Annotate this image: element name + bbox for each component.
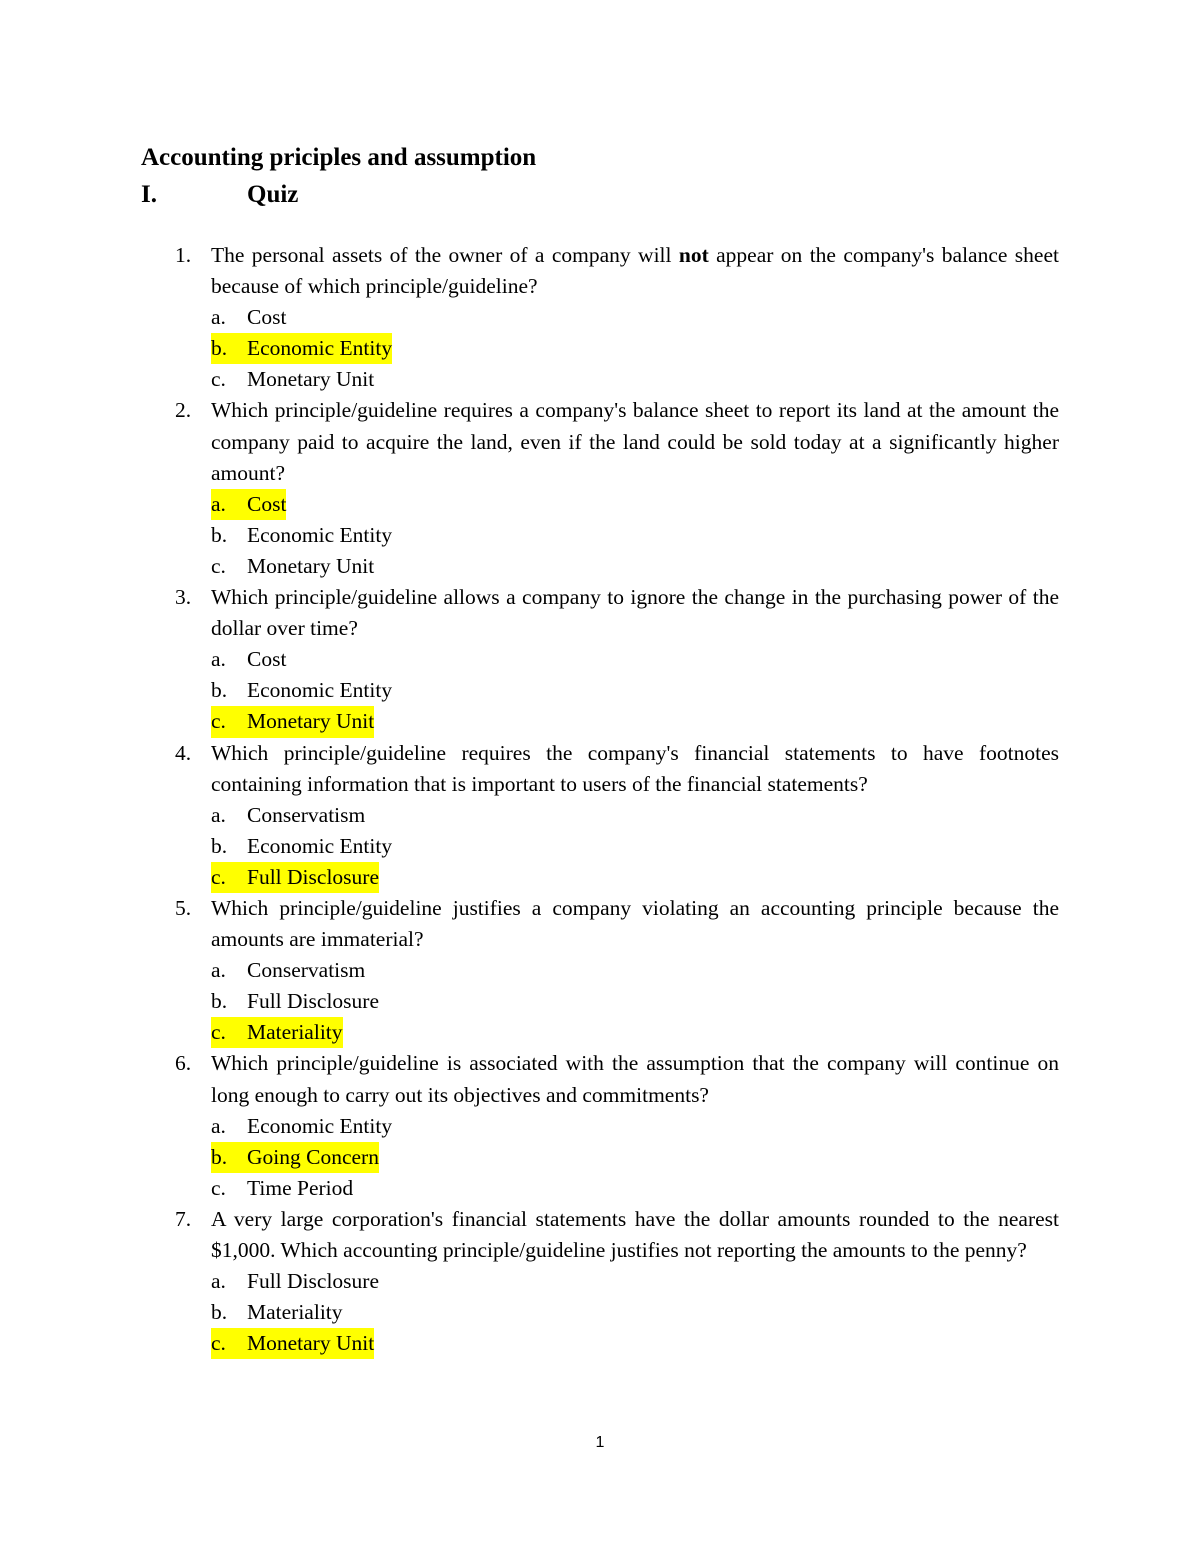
page-number: 1 [595,1434,605,1451]
question-text-emphasis: not [678,243,709,267]
option-content [211,333,392,364]
option-letter: b. [211,336,228,361]
option-content [211,1297,343,1328]
option-letter: a. [211,1113,226,1138]
option-text: Monetary Unit [247,1331,375,1356]
option-content [211,800,365,831]
option-letter: a. [211,802,226,827]
option-letter: c. [211,553,226,578]
option-content [211,1017,343,1048]
option-content [211,955,365,986]
answer-option-highlighted [211,1017,1059,1048]
option-text: Full Disclosure [247,989,379,1014]
option-letter: c. [211,864,226,889]
option-list [211,644,1059,737]
section-heading [141,177,298,213]
question-number: 7. [175,1206,192,1231]
question-item [141,893,1059,1048]
question-number: 4. [175,740,192,765]
option-letter: c. [211,1175,226,1200]
option-letter: b. [211,989,228,1014]
option-list [211,302,1059,395]
question-text [211,1204,1059,1266]
option-list [211,489,1059,582]
option-text: Going Concern [247,1144,379,1169]
answer-option [211,1173,1059,1204]
question-number: 2. [175,398,192,423]
question-text [211,395,1059,488]
section-number: I. [141,181,157,208]
option-letter: a. [211,647,226,672]
option-content [211,302,286,333]
option-letter: a. [211,305,226,330]
question-item [141,395,1059,582]
question-text-part: Which principle/guideline justifies a company violating an accounting principle because the amounts are immaterial? [211,895,1059,952]
answer-option [211,986,1059,1017]
question-text [211,893,1059,955]
option-letter: a. [211,1269,226,1294]
option-content [211,706,374,737]
option-text: Cost [247,305,287,330]
option-letter: b. [211,833,228,858]
question-number: 1. [175,243,192,267]
option-content [211,862,379,893]
option-letter: a. [211,491,226,516]
option-text: Economic Entity [247,336,393,361]
question-number: 6. [175,1051,192,1076]
answer-option [211,831,1059,862]
option-content [211,1111,392,1142]
question-text-part: The personal assets of the owner of a company will [211,243,679,267]
question-item [141,1048,1059,1203]
question-text-part: appear on the company's balance sheet because of which principle/guideline? [211,243,1059,299]
answer-option-highlighted [211,1328,1059,1359]
option-letter: c. [211,367,226,392]
question-text-part: Which principle/guideline requires a company's balance sheet to report its land at the amount the company paid to acquire the land, even if the land could be sold today at a significantly higher amount? [211,398,1059,485]
option-text: Cost [247,491,287,516]
question-item [141,738,1059,893]
option-letter: b. [211,522,228,547]
option-content [211,520,392,551]
answer-option-highlighted [211,333,1059,364]
option-content [211,489,286,520]
option-text: Full Disclosure [247,1269,379,1294]
option-letter: b. [211,1144,228,1169]
answer-option [211,1297,1059,1328]
option-text: Economic Entity [247,522,393,547]
option-content [211,1142,379,1173]
question-text [211,738,1059,800]
question-item [141,582,1059,737]
option-text: Monetary Unit [247,709,375,734]
option-list [211,1111,1059,1204]
answer-option [211,1266,1059,1297]
option-text: Materiality [247,1020,343,1045]
question-text [211,582,1059,644]
question-text-part: Which principle/guideline is associated with the assumption that the company will continue on long enough to carry out its objectives and commitments? [211,1051,1059,1107]
answer-option-highlighted [211,862,1059,893]
option-content [211,551,374,582]
option-content [211,986,379,1017]
option-letter: b. [211,678,228,703]
option-content [211,364,374,395]
option-list [211,1266,1059,1359]
answer-option [211,955,1059,986]
answer-option [211,675,1059,706]
question-text-part: Which principle/guideline requires the company's financial statements to have footnotes containing information that is important to users of the financial statements? [211,740,1059,796]
option-letter: c. [211,1020,226,1045]
document-title: Accounting priciples and assumption [141,144,537,171]
option-text: Economic Entity [247,678,393,703]
option-content [211,1328,374,1359]
question-list [141,240,1059,1359]
question-text [211,240,1059,302]
option-content [211,644,286,675]
option-text: Cost [247,647,287,672]
answer-option [211,551,1059,582]
option-text: Conservatism [247,802,366,827]
answer-option [211,1111,1059,1142]
option-text: Full Disclosure [247,864,379,889]
option-text: Time Period [247,1175,354,1200]
option-text: Economic Entity [247,833,393,858]
answer-option [211,302,1059,333]
question-item [141,240,1059,395]
answer-option [211,364,1059,395]
option-list [211,800,1059,893]
answer-option [211,800,1059,831]
answer-option-highlighted [211,489,1059,520]
option-list [211,955,1059,1048]
option-text: Monetary Unit [247,367,375,392]
option-text: Economic Entity [247,1113,393,1138]
question-number: 5. [175,895,192,920]
option-content [211,1266,379,1297]
question-text-part: Which principle/guideline allows a company to ignore the change in the purchasing power of the dollar over time? [211,585,1059,641]
section-label: Quiz [247,181,299,208]
option-content [211,675,392,706]
option-content [211,1173,353,1204]
option-letter: b. [211,1300,228,1325]
option-letter: c. [211,1331,226,1356]
answer-option-highlighted [211,706,1059,737]
answer-option [211,520,1059,551]
question-text-part: A very large corporation's financial statements have the dollar amounts rounded to the nearest $1,000. Which accounting principle/guideline justifies not reporting the amounts to the penny? [211,1206,1059,1262]
option-content [211,831,392,862]
question-item [141,1204,1059,1359]
answer-option [211,644,1059,675]
answer-option-highlighted [211,1142,1059,1173]
option-text: Conservatism [247,958,366,983]
option-text: Monetary Unit [247,553,375,578]
option-letter: c. [211,709,226,734]
option-letter: a. [211,958,226,983]
option-text: Materiality [247,1300,343,1325]
question-text [211,1048,1059,1110]
question-number: 3. [175,585,192,610]
